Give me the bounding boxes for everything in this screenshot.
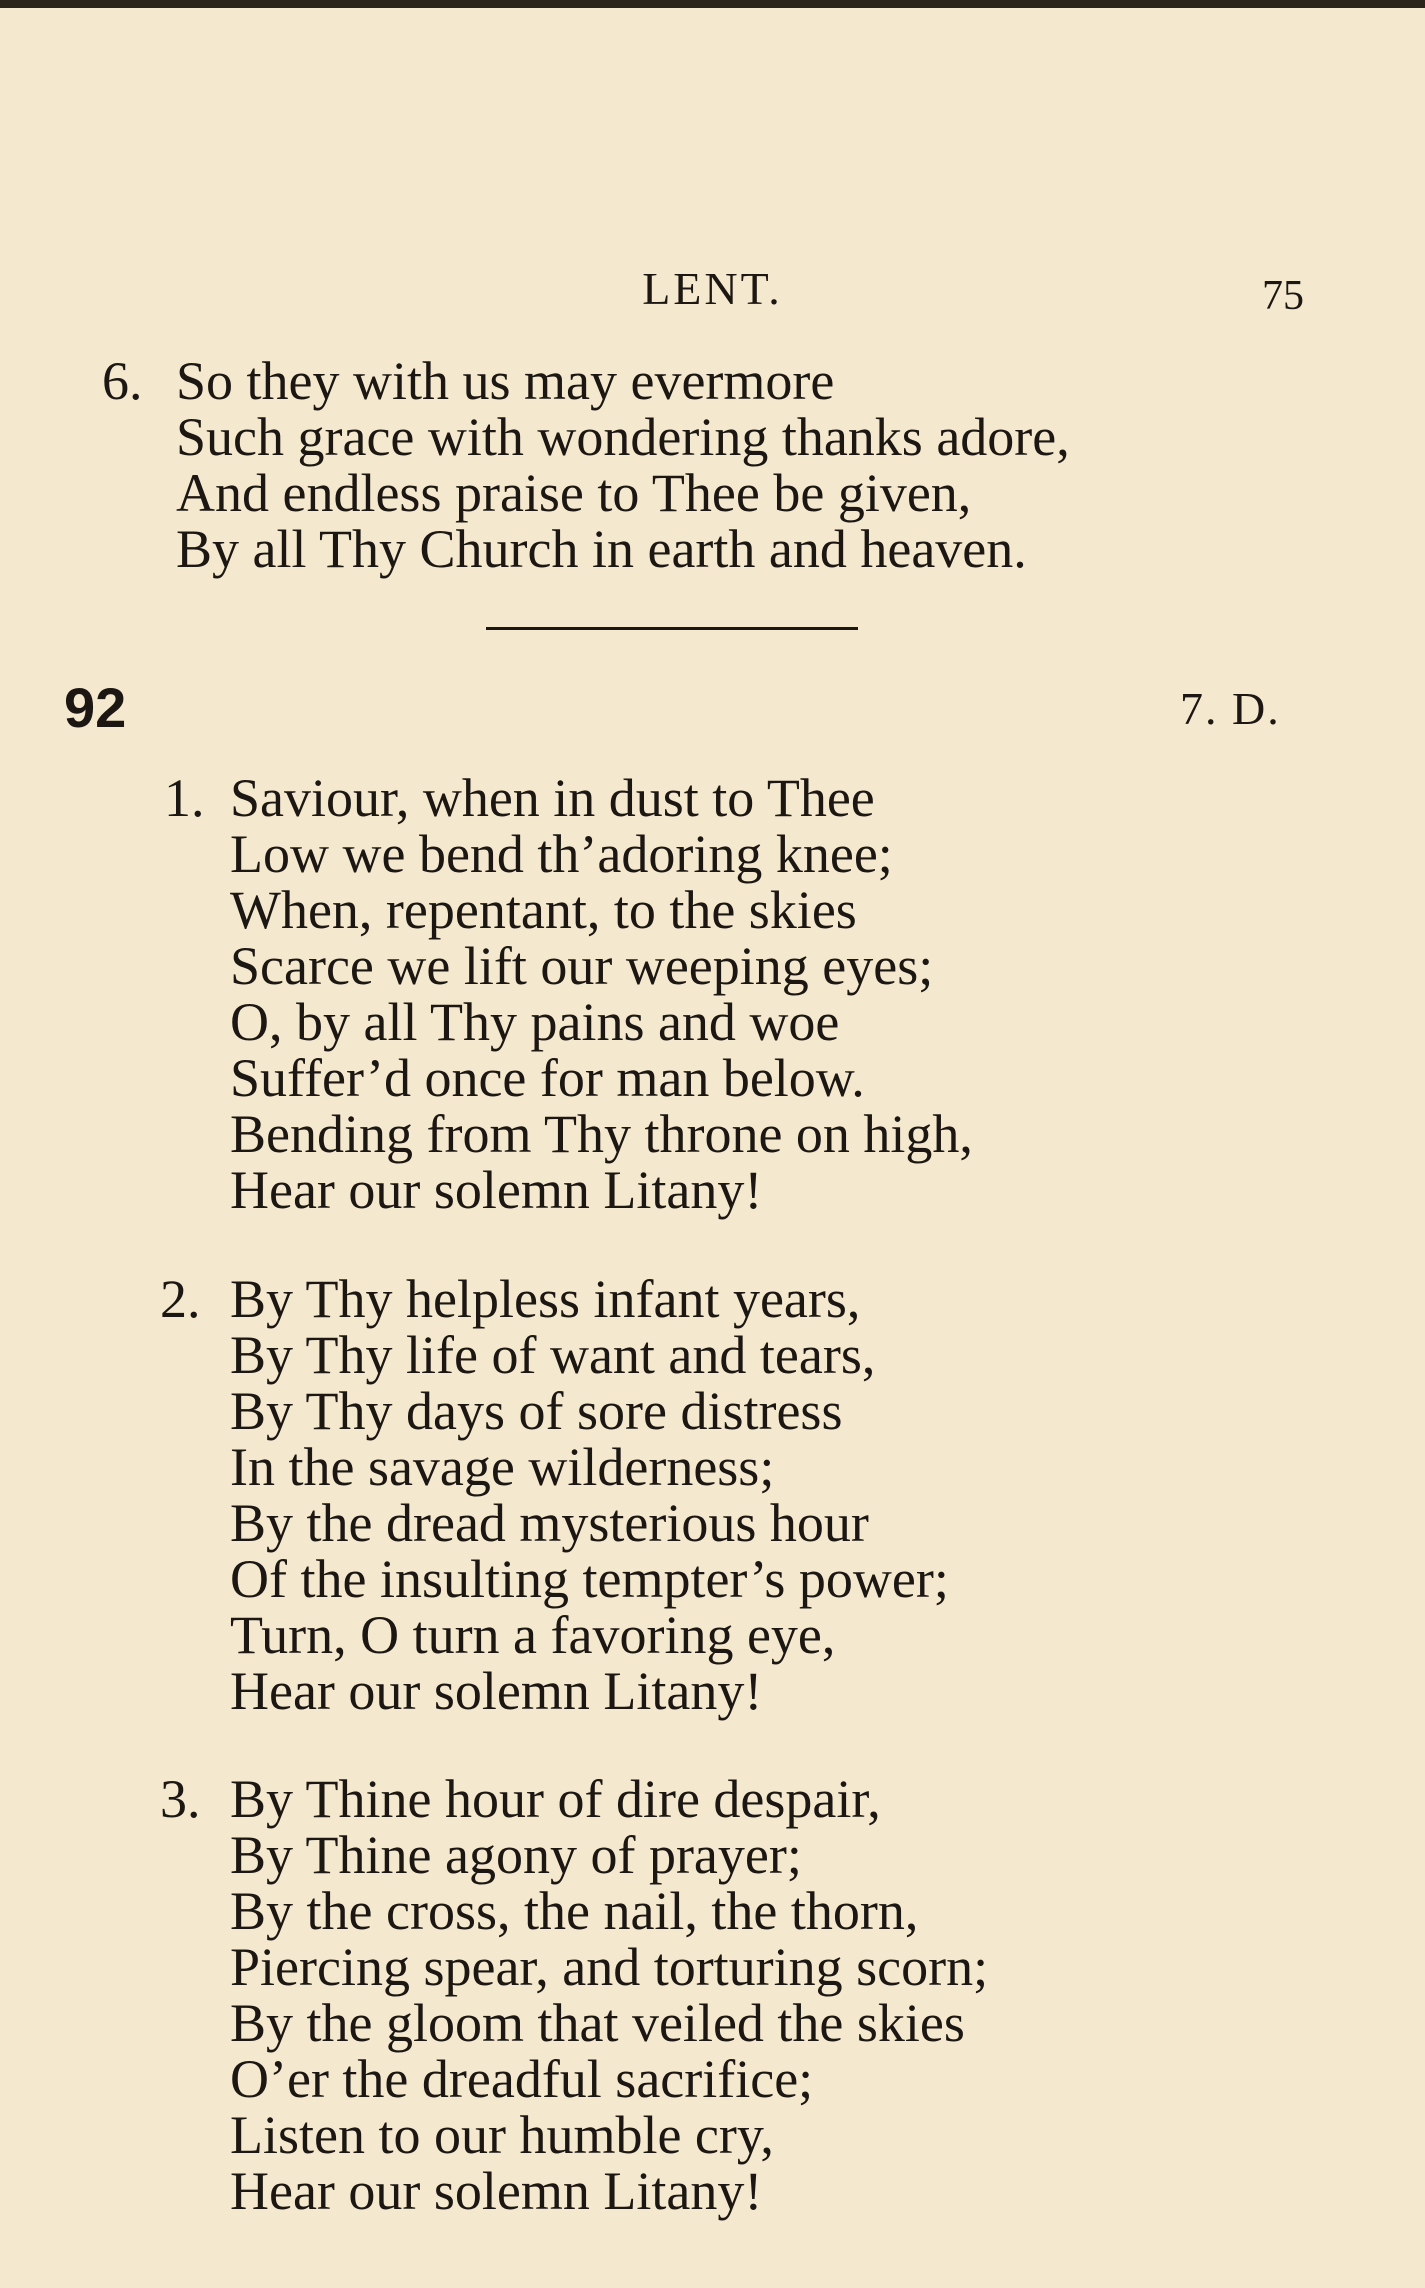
verse-line: When, repentant, to the skies — [230, 880, 857, 940]
hymn-number: 92 — [64, 676, 127, 739]
verse-line: Hear our solemn Litany! — [230, 1160, 763, 1220]
running-head: LENT. — [642, 263, 783, 314]
verse-line: Scarce we lift our weeping eyes; — [230, 936, 934, 996]
verse-line: By Thy life of want and tears, — [230, 1325, 876, 1385]
verse-line: O’er the dreadful sacrifice; — [230, 2049, 814, 2109]
verse-line: By Thine hour of dire despair, — [230, 1769, 881, 1829]
verse-line: Listen to our humble cry, — [230, 2105, 774, 2165]
verse-line: Piercing spear, and torturing scorn; — [230, 1937, 989, 1997]
verse-line: So they with us may evermore — [176, 351, 835, 411]
verse-line: Hear our solemn Litany! — [230, 2161, 763, 2221]
verse-line: Hear our solemn Litany! — [230, 1661, 763, 1721]
verse-line: Such grace with wondering thanks adore, — [176, 407, 1070, 467]
stanza-number: 2. — [160, 1269, 201, 1329]
verse-line: By all Thy Church in earth and heaven. — [176, 519, 1027, 579]
verse-line: O, by all Thy pains and woe — [230, 992, 840, 1052]
verse-line: By Thy helpless infant years, — [230, 1269, 861, 1329]
verse-line: Of the insulting tempter’s power; — [230, 1549, 949, 1609]
verse-line: Bending from Thy throne on high, — [230, 1104, 973, 1164]
verse-line: By the gloom that veiled the skies — [230, 1993, 965, 2053]
verse-line: By Thy days of sore distress — [230, 1381, 843, 1441]
verse-line: Turn, O turn a favoring eye, — [230, 1605, 836, 1665]
stanza-number: 3. — [160, 1769, 201, 1829]
stanza-number: 6. — [102, 351, 143, 411]
verse-line: By the dread mysterious hour — [230, 1493, 869, 1553]
hymn-meter: 7. D. — [1180, 683, 1281, 734]
verse-line: In the savage wilderness; — [230, 1437, 775, 1497]
verse-line: Low we bend th’adoring knee; — [230, 824, 893, 884]
verse-line: Saviour, when in dust to Thee — [230, 768, 875, 828]
verse-line: By Thine agony of prayer; — [230, 1825, 802, 1885]
page-number: 75 — [1262, 273, 1304, 319]
verse-line: By the cross, the nail, the thorn, — [230, 1881, 919, 1941]
section-divider — [486, 627, 858, 630]
verse-line: Suffer’d once for man below. — [230, 1048, 865, 1108]
verse-line: And endless praise to Thee be given, — [176, 463, 972, 523]
stanza-number: 1. — [164, 768, 205, 828]
top-border — [0, 0, 1425, 8]
